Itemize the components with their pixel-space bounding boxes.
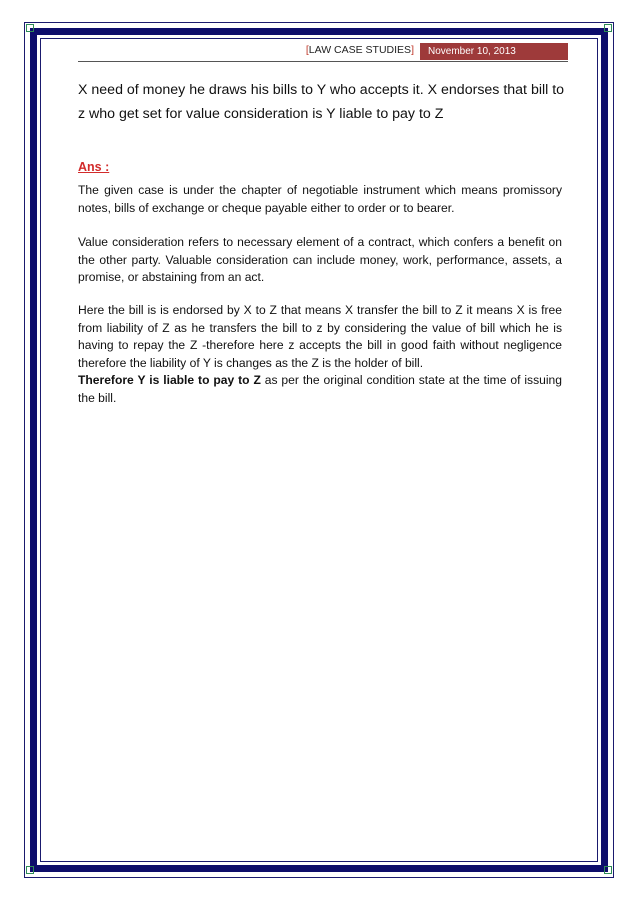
question-text: X need of money he draws his bills to Y who accepts it. X endorses that bill to z who get set for value consideration is Y liable to pay to Z — [78, 82, 565, 122]
header-bracket-open: [ — [305, 44, 309, 56]
page-header — [78, 43, 568, 62]
answer-paragraph-3 — [78, 302, 562, 408]
border-corner-bottom-left — [26, 866, 34, 874]
border-corner-top-right — [604, 24, 612, 32]
border-corner-top-left — [26, 24, 34, 32]
answer-label: Ans : — [78, 160, 110, 174]
answer-paragraph-1: The given case is under the chapter of negotiable instrument which means promissory notes, bills of exchange or cheque payable either to order or to bearer. — [78, 183, 562, 215]
header-bracket-close: ] — [411, 44, 414, 56]
border-corner-bottom-right — [604, 866, 612, 874]
conclusion-rest: as per the original condition state at the time of issuing the bill. — [78, 373, 563, 405]
answer-paragraph-3-body: Here the bill is is endorsed by X to Z that means X transfer the bill to Z it means X is free from liability of Z as he transfers the bill to z by considering the value of bill which he is having to repay the Z -therefore here z accepts the bill in good faith without negligence therefore the liability of Y is changes as the Z is the holder of bill. — [78, 303, 562, 370]
header-date: November 10, 2013 — [420, 43, 568, 60]
header-title — [306, 44, 414, 56]
page-border-inner — [40, 38, 598, 862]
answer-paragraph-2: Value consideration refers to necessary element of a contract, which confers a benefit on the other party. Valuable consideration can include money, work, performance, assets, a promise, or abstaining from an act. — [78, 235, 562, 285]
header-title-text: LAW CASE STUDIES — [308, 44, 412, 56]
conclusion-bold: Therefore Y is liable to pay to Z — [78, 373, 261, 388]
